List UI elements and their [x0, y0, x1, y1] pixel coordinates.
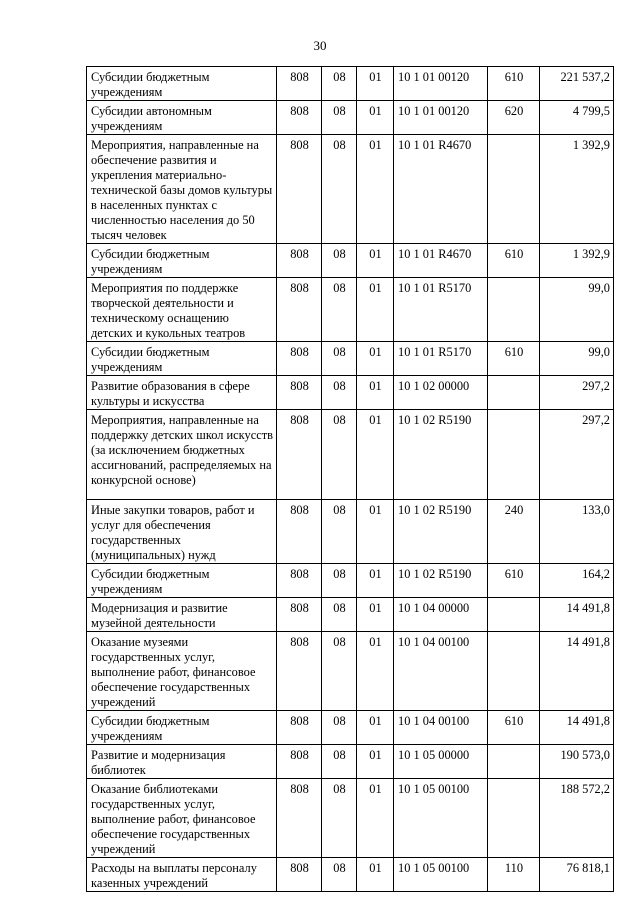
expense-type-cell	[488, 632, 540, 711]
ministry-code-cell: 808	[277, 779, 322, 858]
ministry-code-cell: 808	[277, 632, 322, 711]
table-body	[87, 67, 614, 892]
ministry-code-cell: 808	[277, 410, 322, 500]
expense-name-cell: Субсидии бюджетным учреждениям	[87, 342, 277, 376]
target-article-cell: 10 1 05 00100	[394, 779, 488, 858]
section-code-cell: 08	[322, 67, 357, 101]
expense-name-cell: Развитие образования в сфере культуры и искусства	[87, 376, 277, 410]
amount-cell: 221 537,2	[540, 67, 614, 101]
amount-cell: 4 799,5	[540, 101, 614, 135]
amount-cell: 188 572,2	[540, 779, 614, 858]
expense-name-cell: Субсидии бюджетным учреждениям	[87, 564, 277, 598]
section-code-cell: 08	[322, 244, 357, 278]
table-row	[87, 858, 614, 892]
expense-name-cell: Развитие и модернизация библиотек	[87, 745, 277, 779]
section-code-cell: 08	[322, 779, 357, 858]
expense-type-cell: 610	[488, 67, 540, 101]
subsection-code-cell: 01	[357, 500, 394, 564]
subsection-code-cell: 01	[357, 564, 394, 598]
expense-type-cell	[488, 376, 540, 410]
table-row	[87, 410, 614, 500]
ministry-code-cell: 808	[277, 745, 322, 779]
section-code-cell: 08	[322, 101, 357, 135]
target-article-cell: 10 1 01 R5170	[394, 278, 488, 342]
table-row	[87, 598, 614, 632]
ministry-code-cell: 808	[277, 67, 322, 101]
ministry-code-cell: 808	[277, 711, 322, 745]
section-code-cell: 08	[322, 598, 357, 632]
expense-type-cell: 610	[488, 244, 540, 278]
amount-cell: 14 491,8	[540, 598, 614, 632]
subsection-code-cell: 01	[357, 745, 394, 779]
table-row	[87, 711, 614, 745]
amount-cell: 1 392,9	[540, 244, 614, 278]
table-row	[87, 779, 614, 858]
subsection-code-cell: 01	[357, 244, 394, 278]
target-article-cell: 10 1 02 R5190	[394, 410, 488, 500]
section-code-cell: 08	[322, 500, 357, 564]
expense-name-cell: Субсидии бюджетным учреждениям	[87, 67, 277, 101]
table-row	[87, 500, 614, 564]
amount-cell: 1 392,9	[540, 135, 614, 244]
amount-cell: 76 818,1	[540, 858, 614, 892]
expense-name-cell: Оказание музеями государственных услуг, выполнение работ, финансовое обеспечение государственных учреждений	[87, 632, 277, 711]
expense-type-cell	[488, 410, 540, 500]
subsection-code-cell: 01	[357, 376, 394, 410]
section-code-cell: 08	[322, 376, 357, 410]
subsection-code-cell: 01	[357, 632, 394, 711]
subsection-code-cell: 01	[357, 410, 394, 500]
expense-name-cell: Субсидии бюджетным учреждениям	[87, 244, 277, 278]
table-row	[87, 278, 614, 342]
subsection-code-cell: 01	[357, 858, 394, 892]
expense-type-cell: 610	[488, 711, 540, 745]
expense-name-cell: Субсидии автономным учреждениям	[87, 101, 277, 135]
section-code-cell: 08	[322, 632, 357, 711]
subsection-code-cell: 01	[357, 278, 394, 342]
ministry-code-cell: 808	[277, 342, 322, 376]
section-code-cell: 08	[322, 564, 357, 598]
budget-table	[86, 66, 614, 892]
ministry-code-cell: 808	[277, 244, 322, 278]
ministry-code-cell: 808	[277, 278, 322, 342]
table-row	[87, 135, 614, 244]
expense-type-cell: 110	[488, 858, 540, 892]
target-article-cell: 10 1 01 00120	[394, 101, 488, 135]
section-code-cell: 08	[322, 858, 357, 892]
target-article-cell: 10 1 02 R5190	[394, 500, 488, 564]
table-row	[87, 564, 614, 598]
ministry-code-cell: 808	[277, 376, 322, 410]
section-code-cell: 08	[322, 410, 357, 500]
expense-name-cell: Мероприятия, направленные на обеспечение развития и укрепления материально-технической базы домов культуры в населенных пунктах с численностью населения до 50 тысяч человек	[87, 135, 277, 244]
expense-type-cell: 610	[488, 342, 540, 376]
subsection-code-cell: 01	[357, 779, 394, 858]
table-row	[87, 244, 614, 278]
ministry-code-cell: 808	[277, 564, 322, 598]
target-article-cell: 10 1 01 00120	[394, 67, 488, 101]
table-row	[87, 376, 614, 410]
target-article-cell: 10 1 05 00000	[394, 745, 488, 779]
expense-type-cell	[488, 598, 540, 632]
amount-cell: 14 491,8	[540, 632, 614, 711]
target-article-cell: 10 1 05 00100	[394, 858, 488, 892]
amount-cell: 164,2	[540, 564, 614, 598]
expense-type-cell	[488, 779, 540, 858]
ministry-code-cell: 808	[277, 101, 322, 135]
table-row	[87, 342, 614, 376]
expense-type-cell: 240	[488, 500, 540, 564]
subsection-code-cell: 01	[357, 598, 394, 632]
target-article-cell: 10 1 01 R4670	[394, 244, 488, 278]
expense-name-cell: Модернизация и развитие музейной деятельности	[87, 598, 277, 632]
target-article-cell: 10 1 02 R5190	[394, 564, 488, 598]
table-row	[87, 67, 614, 101]
target-article-cell: 10 1 02 00000	[394, 376, 488, 410]
target-article-cell: 10 1 04 00100	[394, 632, 488, 711]
table-row	[87, 745, 614, 779]
amount-cell: 297,2	[540, 376, 614, 410]
ministry-code-cell: 808	[277, 598, 322, 632]
subsection-code-cell: 01	[357, 101, 394, 135]
amount-cell: 133,0	[540, 500, 614, 564]
page-number: 30	[313, 38, 327, 53]
expense-name-cell: Мероприятия по поддержке творческой деятельности и техническому оснащению детских и кукольных театров	[87, 278, 277, 342]
expense-name-cell: Иные закупки товаров, работ и услуг для обеспечения государственных (муниципальных) нужд	[87, 500, 277, 564]
expense-name-cell: Оказание библиотеками государственных услуг, выполнение работ, финансовое обеспечение государственных учреждений	[87, 779, 277, 858]
expense-type-cell: 610	[488, 564, 540, 598]
subsection-code-cell: 01	[357, 711, 394, 745]
ministry-code-cell: 808	[277, 500, 322, 564]
amount-cell: 99,0	[540, 342, 614, 376]
expense-name-cell: Расходы на выплаты персоналу казенных учреждений	[87, 858, 277, 892]
section-code-cell: 08	[322, 342, 357, 376]
expense-name-cell: Субсидии бюджетным учреждениям	[87, 711, 277, 745]
target-article-cell: 10 1 01 R5170	[394, 342, 488, 376]
ministry-code-cell: 808	[277, 858, 322, 892]
amount-cell: 190 573,0	[540, 745, 614, 779]
section-code-cell: 08	[322, 745, 357, 779]
section-code-cell: 08	[322, 711, 357, 745]
section-code-cell: 08	[322, 278, 357, 342]
subsection-code-cell: 01	[357, 135, 394, 244]
subsection-code-cell: 01	[357, 67, 394, 101]
expense-type-cell	[488, 278, 540, 342]
amount-cell: 297,2	[540, 410, 614, 500]
table-row	[87, 632, 614, 711]
subsection-code-cell: 01	[357, 342, 394, 376]
target-article-cell: 10 1 04 00000	[394, 598, 488, 632]
amount-cell: 99,0	[540, 278, 614, 342]
table-row	[87, 101, 614, 135]
ministry-code-cell: 808	[277, 135, 322, 244]
target-article-cell: 10 1 01 R4670	[394, 135, 488, 244]
target-article-cell: 10 1 04 00100	[394, 711, 488, 745]
amount-cell: 14 491,8	[540, 711, 614, 745]
section-code-cell: 08	[322, 135, 357, 244]
expense-type-cell	[488, 745, 540, 779]
expense-type-cell: 620	[488, 101, 540, 135]
expense-type-cell	[488, 135, 540, 244]
expense-name-cell: Мероприятия, направленные на поддержку детских школ искусств (за исключением бюджетных ассигнований, распределяемых на конкурсной основе)	[87, 410, 277, 500]
